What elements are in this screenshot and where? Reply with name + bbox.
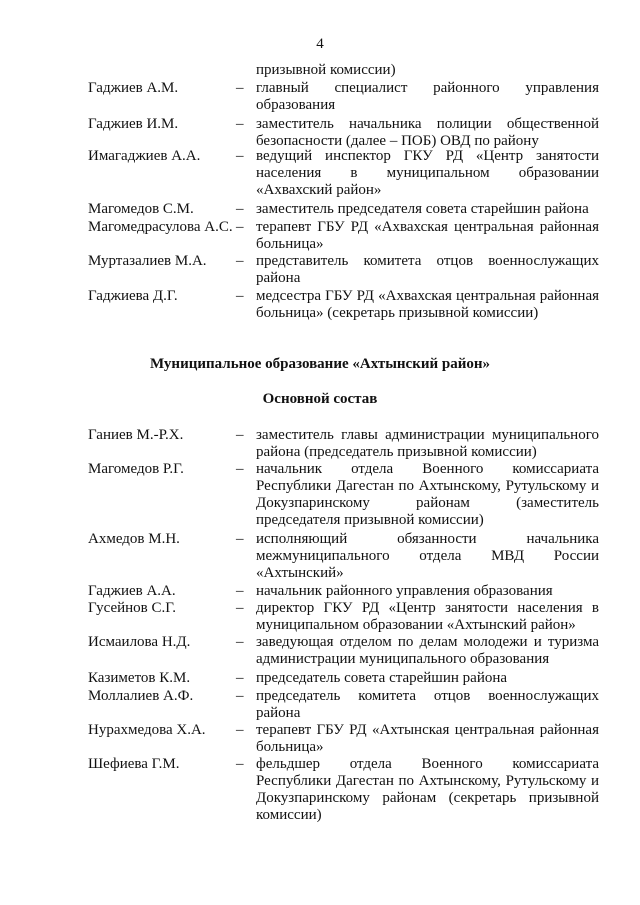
dash: – bbox=[236, 722, 244, 738]
dash: – bbox=[236, 600, 244, 616]
member-role: ведущий инспектор ГКУ РД «Центр занятости населения в муниципальном образовании «Ахвахский район» bbox=[256, 148, 599, 198]
dash: – bbox=[236, 756, 244, 772]
dash: – bbox=[236, 688, 244, 704]
member-name: Магомедрасулова А.С. bbox=[88, 219, 233, 235]
member-role: заместитель главы администрации муниципального района (председатель призывной комиссии) bbox=[256, 427, 599, 460]
member-name: Муртазалиев М.А. bbox=[88, 253, 207, 269]
dash: – bbox=[236, 427, 244, 443]
member-name: Ганиев М.-Р.Х. bbox=[88, 427, 184, 443]
member-role: начальник отдела Военного комиссариата Республики Дагестан по Ахтынскому, Рутульскому и Докузпаринскому районам (заместитель председателя призывной комиссии) bbox=[256, 461, 599, 528]
member-role: терапевт ГБУ РД «Ахтынская центральная районная больница» bbox=[256, 722, 599, 755]
dash: – bbox=[236, 461, 244, 477]
member-role: медсестра ГБУ РД «Ахвахская центральная районная больница» (секретарь призывной комиссии) bbox=[256, 288, 599, 321]
dash: – bbox=[236, 148, 244, 164]
member-name: Магомедов С.М. bbox=[88, 201, 194, 217]
dash: – bbox=[236, 219, 244, 235]
member-name: Гаджиев А.М. bbox=[88, 80, 179, 96]
member-name: Гусейнов С.Г. bbox=[88, 600, 176, 616]
dash: – bbox=[236, 583, 244, 599]
dash: – bbox=[236, 80, 244, 96]
dash: – bbox=[236, 634, 244, 650]
page-number: 4 bbox=[316, 36, 324, 52]
dash: – bbox=[236, 201, 244, 217]
member-role: начальник районного управления образования bbox=[256, 583, 553, 599]
dash: – bbox=[236, 288, 244, 304]
member-name: Моллалиев А.Ф. bbox=[88, 688, 194, 704]
member-role: председатель совета старейшин района bbox=[256, 670, 508, 686]
subsection-title: Основной состав bbox=[262, 391, 378, 407]
member-name: Шефиева Г.М. bbox=[88, 756, 180, 772]
member-name: Гаджиев И.М. bbox=[88, 116, 179, 132]
member-name: Казиметов К.М. bbox=[88, 670, 191, 686]
member-name: Ахмедов М.Н. bbox=[88, 531, 180, 547]
member-role: директор ГКУ РД «Центр занятости населения в муниципальном образовании «Ахтынский район» bbox=[256, 600, 599, 633]
member-name: Магомедов Р.Г. bbox=[88, 461, 184, 477]
member-role: представитель комитета отцов военнослужащих района bbox=[256, 253, 599, 286]
member-role: терапевт ГБУ РД «Ахвахская центральная районная больница» bbox=[256, 219, 599, 252]
member-role: фельдшер отдела Военного комиссариата Республики Дагестан по Ахтынскому, Рутульскому и Докузпаринскому районам (секретарь призывной комиссии) bbox=[256, 756, 599, 823]
member-role: главный специалист районного управления образования bbox=[256, 80, 599, 113]
member-role: заместитель председателя совета старейшин района bbox=[256, 201, 589, 217]
dash: – bbox=[236, 670, 244, 686]
member-name: Гаджиева Д.Г. bbox=[88, 288, 178, 304]
member-role: председатель комитета отцов военнослужащих района bbox=[256, 688, 599, 721]
dash: – bbox=[236, 531, 244, 547]
member-name: Имагаджиев А.А. bbox=[88, 148, 201, 164]
member-role: исполняющий обязанности начальника межмуниципального отдела МВД России «Ахтынский» bbox=[256, 531, 599, 581]
member-name: Гаджиев А.А. bbox=[88, 583, 176, 599]
member-role: заведующая отделом по делам молодежи и туризма администрации муниципального образования bbox=[256, 634, 599, 667]
member-name: Исмаилова Н.Д. bbox=[88, 634, 191, 650]
section-title: Муниципальное образование «Ахтынский район» bbox=[149, 356, 491, 372]
dash: – bbox=[236, 116, 244, 132]
member-name: Нурахмедова Х.А. bbox=[88, 722, 206, 738]
member-role: заместитель начальника полиции общественной безопасности (далее – ПОБ) ОВД по району bbox=[256, 116, 599, 149]
continuation-text: призывной комиссии) bbox=[256, 62, 396, 78]
dash: – bbox=[236, 253, 244, 269]
